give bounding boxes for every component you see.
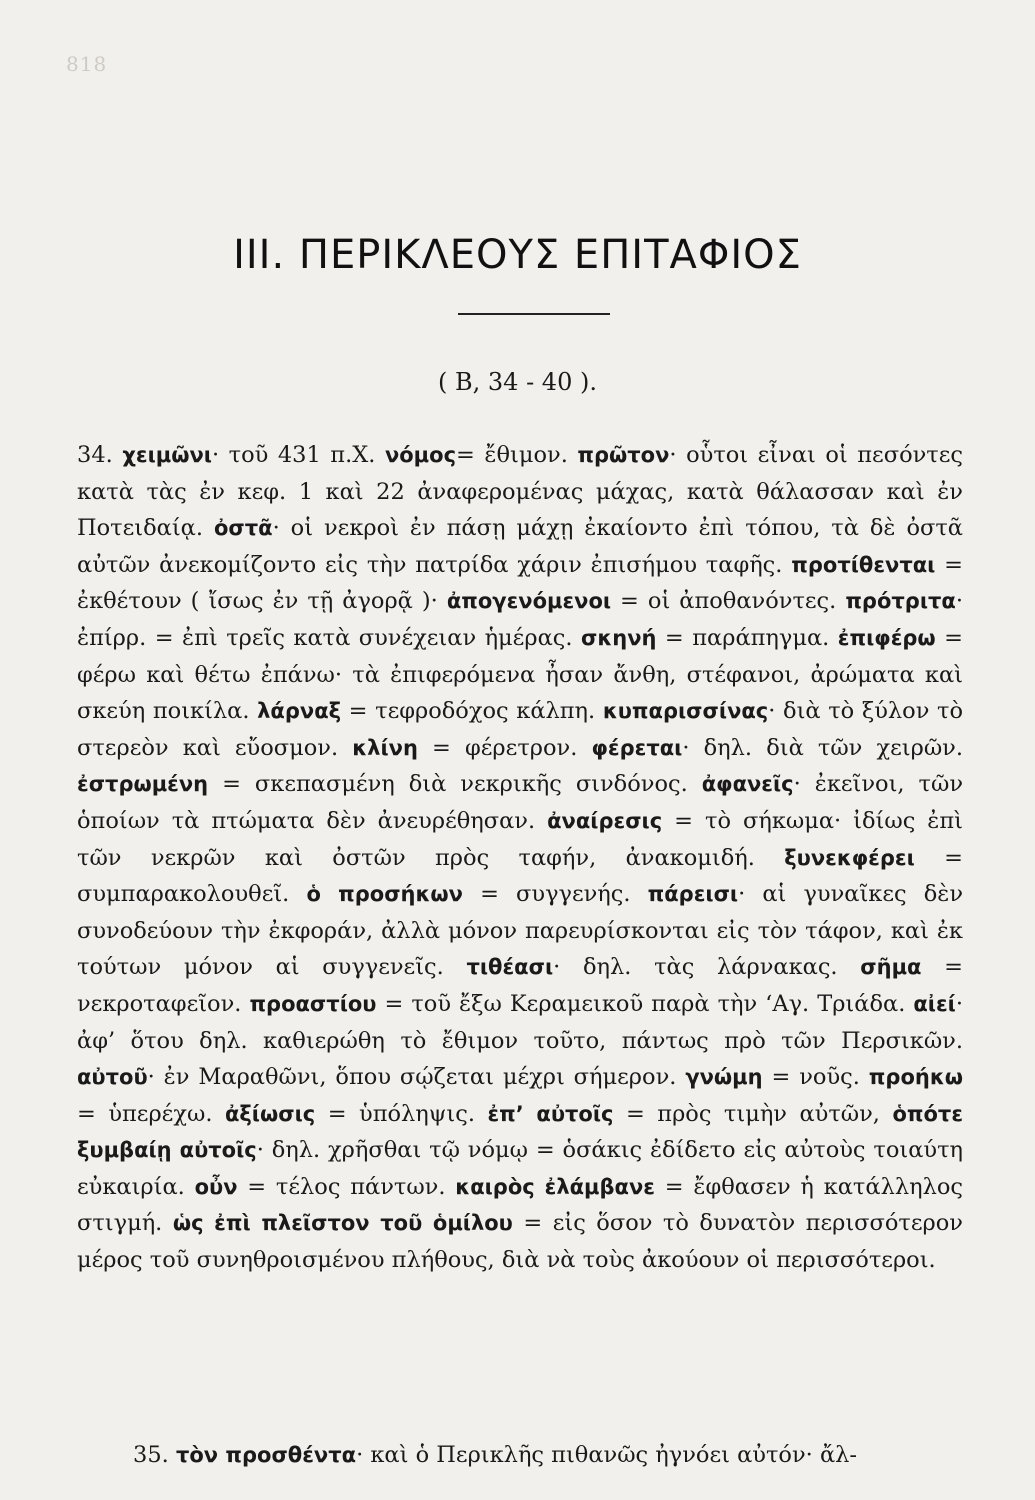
gloss-text: = τέλος πάντων. [237,1173,456,1200]
lemma-term: ἀξίωσις [224,1101,316,1126]
lemma-term: ὁ προσήκων [306,882,463,907]
lemma-term: ἀναίρεσις [547,808,663,833]
lemma-term: ἐπιφέρω [837,625,936,650]
title-rule [458,313,610,315]
gloss-text: = φέρω καὶ θέτω ἐπάνω· τὰ ἐπιφερόμενα ἦσαν ἄνθη, στέφανοι, ἀρώματα καὶ σκεύη ποικίλα. [77,624,963,725]
lemma-term: προτίθενται [791,552,936,577]
lemma-term: κυπαρισσίνας [602,699,769,724]
lemma-term: πρῶτον [577,443,670,467]
lemma-term: ἀφανεῖς [701,772,794,797]
gloss-text: = ἔθιμον. [456,442,578,468]
lemma-term: ὀστᾶ [213,516,273,541]
gloss-text: = τὸ σήκωμα· ἰδίως ἐπὶ τῶν νεκρῶν καὶ ὀστῶν πρὸς ταφήν, ἀνακομιδή. [77,807,963,871]
lemma-term: προήκω [868,1065,963,1090]
gloss-text: · διὰ τὸ ξύλον τὸ στερεὸν καὶ εὔοσμον. [77,698,964,761]
gloss-text: = παράπηγμα. [656,624,838,651]
gloss-text: = συμπαρακολουθεῖ. [77,844,963,908]
gloss-text: = ὑπόληψις. [315,1100,488,1127]
lemma-term: τιθέασι [466,955,554,980]
gloss-text: 34. [77,442,123,468]
gloss-text: = πρὸς τιμὴν αὐτῶν, [613,1100,893,1127]
gloss-text: = οἱ ἀποθανόντες. [611,588,846,615]
gloss-text: · αἱ γυναῖκες δὲν συνοδεύουν τὴν ἐκφοράν, ἀλλὰ μόνον παρευρίσκονται εἰς τὸν τάφον, καὶ ἐκ τούτων μόνον αἱ συγγενεῖς. [77,881,964,981]
gloss-text: · καὶ ὁ Περικλῆς πιθανῶς ἠγνόει αὐτόν· ἄλ- [356,1441,857,1468]
gloss-text: = εἰς ὅσον τὸ δυνατὸν περισσότερον μέρος τοῦ συνηθροισμένου πλήθους, διὰ νὰ τοὺς ἀκούουν οἱ περισσότεροι. [77,1210,963,1274]
commentary-paragraph-34 [77,437,963,1279]
lemma-term: νόμος [384,443,457,467]
gloss-text: = σκεπασμένη διὰ νεκρικῆς σινδόνος. [208,771,702,798]
lemma-term: τὸν προσθέντα [175,1442,357,1467]
lemma-term: πρότριτα [845,589,956,614]
gloss-text: = συγγενής. [462,881,648,908]
gloss-text: · ἐπίρρ. = ἐπὶ τρεῖς κατὰ συνέχειαν ἡμέρας. [77,588,963,651]
chapter-reference: ( B, 34 - 40 ). [438,368,597,396]
lemma-term: ἀπογενόμενοι [446,589,612,614]
lemma-term: ὁπότε ξυμβαίῃ αὐτοῖς [77,1101,964,1163]
gloss-text: · ἐν Μαραθῶνι, ὅπου σῴζεται μέχρι σήμερον. [147,1064,686,1091]
lemma-term: αὐτοῦ [77,1065,148,1090]
lemma-term: καιρὸς ἐλάμβανε [455,1174,655,1199]
lemma-term: ξυνεκφέρει [784,845,915,870]
lemma-term: σκηνή [580,625,657,650]
gloss-text: · ἀφ’ ὅτου δηλ. καθιερώθη τὸ ἔθιμον τοῦτο, πάντως πρὸ τῶν Περσικῶν. [77,990,963,1054]
gloss-text: = νεκροταφεῖον. [77,954,963,1017]
gloss-text: · οἱ νεκροὶ ἐν πάσῃ μάχῃ ἐκαίοντο ἐπὶ τόπου, τὰ δὲ ὀστᾶ αὐτῶν ἀνεκομίζοντο εἰς τὴν πατρίδα χάριν ἐπισήμου ταφῆς. [77,515,963,578]
lemma-term: ἐπ’ αὐτοῖς [487,1101,614,1126]
gloss-text: = ἐκθέτουν ( ἴσως ἐν τῇ ἀγορᾷ )· [77,551,964,615]
gloss-text: · δηλ. χρῆσθαι τῷ νόμῳ = ὁσάκις ἐδίδετο εἰς αὐτοὺς τοιαύτη εὐκαιρία. [77,1137,964,1200]
page-number: 818 [66,52,108,76]
lemma-term: προαστίου [249,991,377,1016]
lemma-term: φέρεται [591,735,683,760]
lemma-term: σῆμα [860,955,922,980]
gloss-text: 35. [133,1441,176,1468]
gloss-text: · ἐκεῖνοι, τῶν ὁποίων τὰ πτώματα δὲν ἀνευρέθησαν. [77,771,963,834]
lemma-term: ὡς ἐπὶ πλεῖστον τοῦ ὁμίλου [172,1211,513,1236]
page-title: III. ΠΕΡΙΚΛΕΟΥΣ ΕΠΙΤΑΦΙΟΣ [233,232,802,278]
lemma-term: ἐστρωμένη [77,772,209,797]
gloss-text: · οὗτοι εἶναι οἱ πεσόντες κατὰ τὰς ἐν κεφ. 1 καὶ 22 ἀναφερομένας μάχας, κατὰ θάλασσαν καὶ ἐν Ποτειδαίᾳ. [77,442,963,542]
lemma-term: αἰεί [913,991,956,1016]
lemma-term: κλίνη [352,735,418,760]
gloss-text: = φέρετρον. [417,734,592,761]
gloss-text: = τεφροδόχος κάλπη. [341,698,603,725]
lemma-term: γνώμη [685,1065,763,1090]
gloss-text: = ἔφθασεν ἡ κατάλληλος στιγμή. [77,1173,963,1237]
gloss-text: = ὑπερέχω. [77,1100,225,1127]
commentary-paragraph-35 [133,1414,963,1496]
gloss-text: = νοῦς. [762,1064,869,1091]
lemma-term: πάρεισι [647,882,739,907]
gloss-text: · τοῦ 431 π.Χ. [211,442,385,468]
lemma-term: λάρναξ [257,699,342,724]
lemma-term: χειμῶνι [122,443,212,467]
gloss-text: · δηλ. τὰς λάρνακας. [553,954,861,981]
lemma-term: οὖν [194,1174,238,1199]
gloss-text: = τοῦ ἔξω Κεραμεικοῦ παρὰ τὴν ‘Αγ. Τριάδα. [376,990,914,1017]
gloss-text: · δηλ. διὰ τῶν χειρῶν. [682,734,963,761]
